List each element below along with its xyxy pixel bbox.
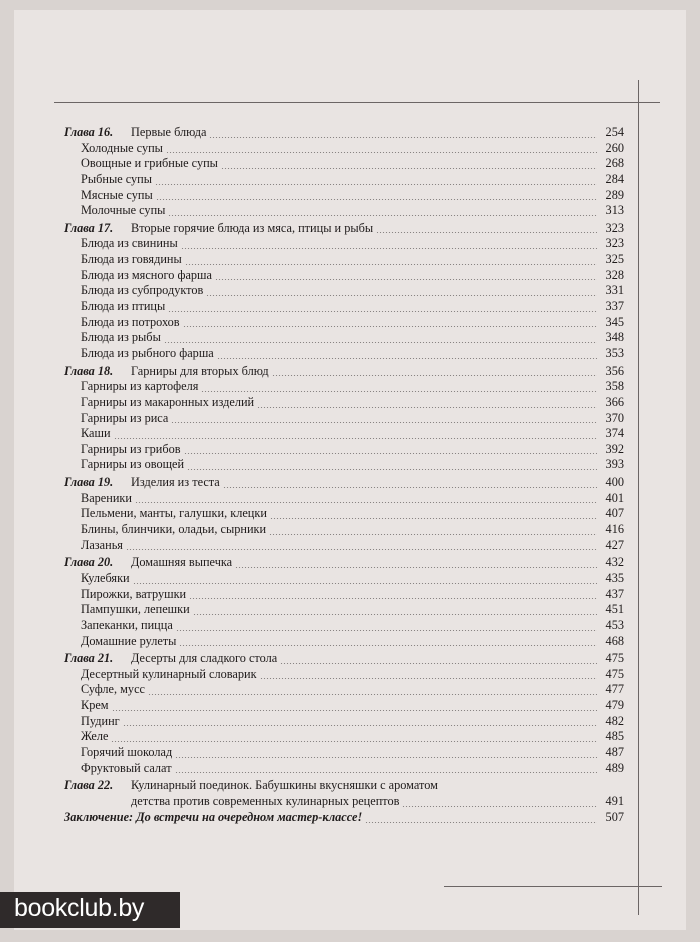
page-number: 401 [605,490,624,505]
dot-leader [148,694,597,695]
toc-entry [64,411,624,427]
dot-leader [189,598,597,599]
dot-leader [183,326,597,327]
toc-entry [64,555,624,571]
dot-leader [179,645,597,646]
dot-leader [402,806,597,807]
dot-leader [221,168,597,169]
page-number: 400 [605,475,624,490]
section-title: Суфле, мусс [81,682,145,697]
chapter-label: Глава 20. [64,555,114,570]
watermark-text: bookclub.by [14,894,145,922]
watermark [0,892,180,928]
page-number: 348 [605,330,624,345]
chapter-title: Первые блюда [131,125,207,139]
page-number: 260 [605,140,624,155]
toc-entry [64,602,624,618]
toc-entry [64,538,624,554]
page-number: 353 [605,345,624,360]
page-number: 416 [605,522,624,537]
toc-entry [64,506,624,522]
dot-leader [272,375,597,376]
section-title: Гарниры из макаронных изделий [81,394,255,409]
chapter-title-line2: детства против современных кулинарных рецептов [131,793,400,808]
chapter-title: Десерты для сладкого стола [131,651,278,666]
top-rule [54,102,660,103]
page-number: 435 [605,570,624,585]
toc-entry [64,236,624,252]
dot-leader [126,549,597,550]
dot-leader [260,678,597,679]
section-title: Овощные и грибные супы [81,156,218,171]
section-title: Холодные супы [81,140,163,155]
dot-leader [123,725,597,726]
section-title: Блюда из рыбного фарша [81,345,214,360]
section-title: Рыбные супы [81,171,153,186]
toc-entry [64,698,624,714]
dot-leader [156,199,597,200]
page-number: 487 [605,744,624,759]
dot-leader [365,822,597,823]
page-number: 477 [605,682,624,697]
section-title: Десертный кулинарный словарик [81,666,257,681]
section-title: Блюда из мясного фарша [81,267,212,282]
page-number: 331 [605,283,624,298]
vertical-rule [638,80,639,915]
dot-leader [201,391,597,392]
section-title: Лазанья [81,537,123,552]
section-title: Блюда из субпродуктов [81,283,204,298]
dot-leader [376,232,597,233]
toc-entry [64,442,624,458]
toc-entry [64,268,624,284]
dot-leader [164,342,597,343]
section-title: Каши [81,426,111,441]
dot-leader [111,741,597,742]
page-number: 451 [605,602,624,617]
chapter-title: Изделия из теста [131,475,220,490]
chapter-label: Глава 22. [64,778,114,793]
page-number: 479 [605,698,624,713]
page-number: 370 [605,410,624,425]
page-number: 374 [605,426,624,441]
section-title: Гарниры из картофеля [81,379,199,394]
toc-entry [64,395,624,411]
page-number: 407 [605,506,624,521]
toc-entry [64,778,624,808]
toc-entry [64,745,624,761]
section-title: Горячий шоколад [81,744,173,759]
page-number: 325 [605,252,624,267]
toc-entry [64,141,624,157]
dot-leader [168,215,597,216]
page-number: 284 [605,171,624,186]
page-number: 507 [605,810,624,825]
page-number: 468 [605,633,624,648]
dot-leader [223,487,597,488]
section-title: Гарниры из риса [81,410,169,425]
section-title: Гарниры из грибов [81,441,181,456]
page-number: 437 [605,586,624,601]
section-title: Гарниры из овощей [81,457,185,472]
toc-entry [64,667,624,683]
dot-leader [168,311,597,312]
chapter-title: Домашняя выпечка [131,555,233,570]
page-number: 323 [605,220,624,235]
toc-entry [64,299,624,315]
section-title: Мясные супы [81,187,153,202]
toc-entry [64,364,624,380]
section-title: Кулебяки [81,570,130,585]
toc-entry [64,682,624,698]
dot-leader [193,614,597,615]
toc-entry [64,475,624,491]
page-number: 268 [605,156,624,171]
chapter-label: Глава 18. [64,363,114,378]
toc-entry [64,346,624,362]
dot-leader [235,567,597,568]
toc-entry [64,252,624,268]
toc-entry [64,283,624,299]
toc-entry [64,125,624,141]
section-title: Пельмени, манты, галушки, клецки [81,506,267,521]
dot-leader [215,279,597,280]
page-number: 475 [605,651,624,666]
page-number: 491 [605,793,624,808]
dot-leader [257,407,597,408]
chapter-label: Глава 17. [64,220,114,235]
dot-leader [280,663,597,664]
bottom-rule [444,886,662,887]
page-number: 337 [605,299,624,314]
toc-entry [64,587,624,603]
chapter-title: Гарниры для вторых блюд [131,363,269,378]
dot-leader [209,137,597,138]
toc-entry [64,491,624,507]
dot-leader [269,534,597,535]
section-title: Фруктовый салат [81,760,172,775]
conclusion-title: Заключение: До встречи на очередном мастер-классе! [64,810,363,825]
dot-leader [181,248,597,249]
page-number: 427 [605,537,624,552]
chapter-title: Вторые горячие блюда из мяса, птицы и рыбы [131,220,374,235]
toc-entry [64,172,624,188]
chapter-label: Глава 19. [64,475,114,490]
dot-leader [135,502,597,503]
page-number: 313 [605,203,624,218]
dot-leader [112,710,597,711]
page-number: 254 [605,125,624,139]
toc-entry [64,729,624,745]
page-number: 432 [605,555,624,570]
section-title: Желе [81,729,109,744]
section-title: Пампушки, лепешки [81,602,190,617]
toc-entry [64,761,624,777]
table-of-contents [64,125,624,826]
toc-entry [64,634,624,650]
section-title: Блюда из птицы [81,299,166,314]
page-number: 489 [605,760,624,775]
page-number: 475 [605,666,624,681]
toc-entry [64,188,624,204]
page-number: 392 [605,441,624,456]
toc-entry [64,618,624,634]
toc-entry [64,522,624,538]
toc-entry [64,651,624,667]
toc-entry [64,426,624,442]
dot-leader [185,264,597,265]
page-number: 366 [605,394,624,409]
dot-leader [155,184,597,185]
toc-entry [64,457,624,473]
section-title: Молочные супы [81,203,166,218]
section-title: Блюда из говядины [81,252,182,267]
section-title: Блюда из свинины [81,236,178,251]
dot-leader [175,772,597,773]
toc-entry [64,315,624,331]
toc-entry [64,379,624,395]
toc-entry [64,203,624,219]
section-title: Пирожки, ватрушки [81,586,187,601]
dot-leader [184,453,597,454]
section-title: Блюда из потрохов [81,314,180,329]
page-number: 328 [605,267,624,282]
section-title: Блюда из рыбы [81,330,161,345]
section-title: Домашние рулеты [81,633,177,648]
page-number: 345 [605,314,624,329]
dot-leader [176,630,597,631]
toc-entry [64,330,624,346]
section-title: Блины, блинчики, оладьи, сырники [81,522,267,537]
page-number: 485 [605,729,624,744]
dot-leader [187,469,597,470]
section-title: Запеканки, пицца [81,617,173,632]
page-number: 453 [605,617,624,632]
section-title: Вареники [81,490,132,505]
chapter-title: Кулинарный поединок. Бабушкины вкусняшки с ароматом [131,778,438,793]
book-page [14,10,686,930]
chapter-label: Глава 16. [64,125,114,139]
dot-leader [114,438,597,439]
toc-entry [64,221,624,237]
dot-leader [217,358,597,359]
toc-entry [64,571,624,587]
toc-entry [64,714,624,730]
dot-leader [133,583,597,584]
chapter-label: Глава 21. [64,651,114,666]
page-number: 393 [605,457,624,472]
dot-leader [166,152,597,153]
page-number: 356 [605,363,624,378]
dot-leader [171,422,597,423]
page-number: 289 [605,187,624,202]
page-number: 323 [605,236,624,251]
page-number: 358 [605,379,624,394]
section-title: Крем [81,698,109,713]
dot-leader [206,295,597,296]
toc-entry [64,810,624,826]
dot-leader [270,518,597,519]
toc-entry [64,156,624,172]
dot-leader [175,757,597,758]
section-title: Пудинг [81,713,120,728]
page-number: 482 [605,713,624,728]
